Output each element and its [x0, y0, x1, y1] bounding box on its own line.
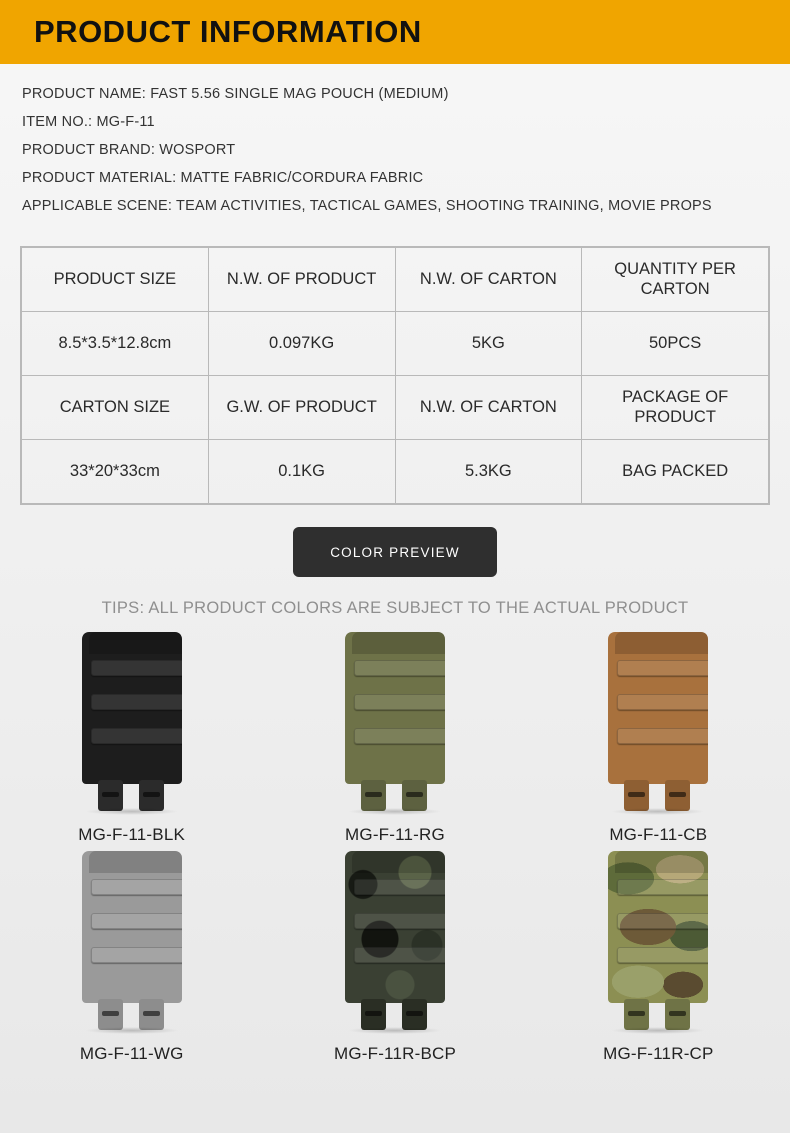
- variant-label: MG-F-11-BLK: [78, 825, 186, 844]
- list-item: [527, 851, 790, 1064]
- product-info-block: [0, 64, 790, 234]
- table-cell: 5KG: [395, 312, 582, 376]
- table-cell: G.W. OF PRODUCT: [208, 376, 395, 440]
- list-item: [263, 851, 526, 1064]
- table-cell: N.W. OF CARTON: [395, 376, 582, 440]
- table-cell: QUANTITY PER CARTON: [582, 248, 769, 312]
- info-line-name: PRODUCT NAME: FAST 5.56 SINGLE MAG POUCH (MEDIUM): [22, 86, 449, 102]
- specification-table: [20, 246, 770, 505]
- page-header: [0, 0, 790, 64]
- color-preview-badge-row: [0, 527, 790, 577]
- page-title: PRODUCT INFORMATION: [34, 14, 422, 49]
- table-row: [22, 376, 769, 440]
- color-preview-badge: COLOR PREVIEW: [293, 527, 497, 577]
- color-tips-text: TIPS: ALL PRODUCT COLORS ARE SUBJECT TO THE ACTUAL PRODUCT: [101, 599, 689, 617]
- color-variant-grid: [0, 632, 790, 1064]
- product-image-rg: [338, 632, 452, 817]
- table-cell: PACKAGE OF PRODUCT: [582, 376, 769, 440]
- info-line-brand: PRODUCT BRAND: WOSPORT: [22, 142, 236, 158]
- variant-label: MG-F-11R-BCP: [333, 1044, 456, 1063]
- variant-label: MG-F-11-WG: [79, 1044, 184, 1063]
- list-item: [0, 632, 263, 845]
- list-item: [527, 632, 790, 845]
- product-image-cb: [601, 632, 715, 817]
- info-line-material: PRODUCT MATERIAL: MATTE FABRIC/CORDURA FABRIC: [22, 170, 424, 186]
- product-image-wg: [75, 851, 189, 1036]
- table-cell: N.W. OF CARTON: [395, 248, 582, 312]
- product-image-bcp: [338, 851, 452, 1036]
- info-line-scene: APPLICABLE SCENE: TEAM ACTIVITIES, TACTICAL GAMES, SHOOTING TRAINING, MOVIE PROPS: [22, 198, 712, 214]
- table-cell: 0.097KG: [208, 312, 395, 376]
- table-row: [22, 312, 769, 376]
- table-cell: BAG PACKED: [582, 440, 769, 504]
- table-cell: PRODUCT SIZE: [22, 248, 209, 312]
- variant-label: MG-F-11-RG: [345, 825, 445, 844]
- list-item: [263, 632, 526, 845]
- table-cell: N.W. OF PRODUCT: [208, 248, 395, 312]
- table-cell: CARTON SIZE: [22, 376, 209, 440]
- table-cell: 5.3KG: [395, 440, 582, 504]
- table-row: [22, 248, 769, 312]
- table-cell: 33*20*33cm: [22, 440, 209, 504]
- table-cell: 8.5*3.5*12.8cm: [22, 312, 209, 376]
- product-image-blk: [75, 632, 189, 817]
- variant-label: MG-F-11-CB: [609, 825, 708, 844]
- list-item: [0, 851, 263, 1064]
- table-cell: 0.1KG: [208, 440, 395, 504]
- table-row: [22, 440, 769, 504]
- info-line-item-no: ITEM NO.: MG-F-11: [22, 114, 155, 130]
- variant-label: MG-F-11R-CP: [603, 1044, 714, 1063]
- product-image-cp: [601, 851, 715, 1036]
- table-cell: 50PCS: [582, 312, 769, 376]
